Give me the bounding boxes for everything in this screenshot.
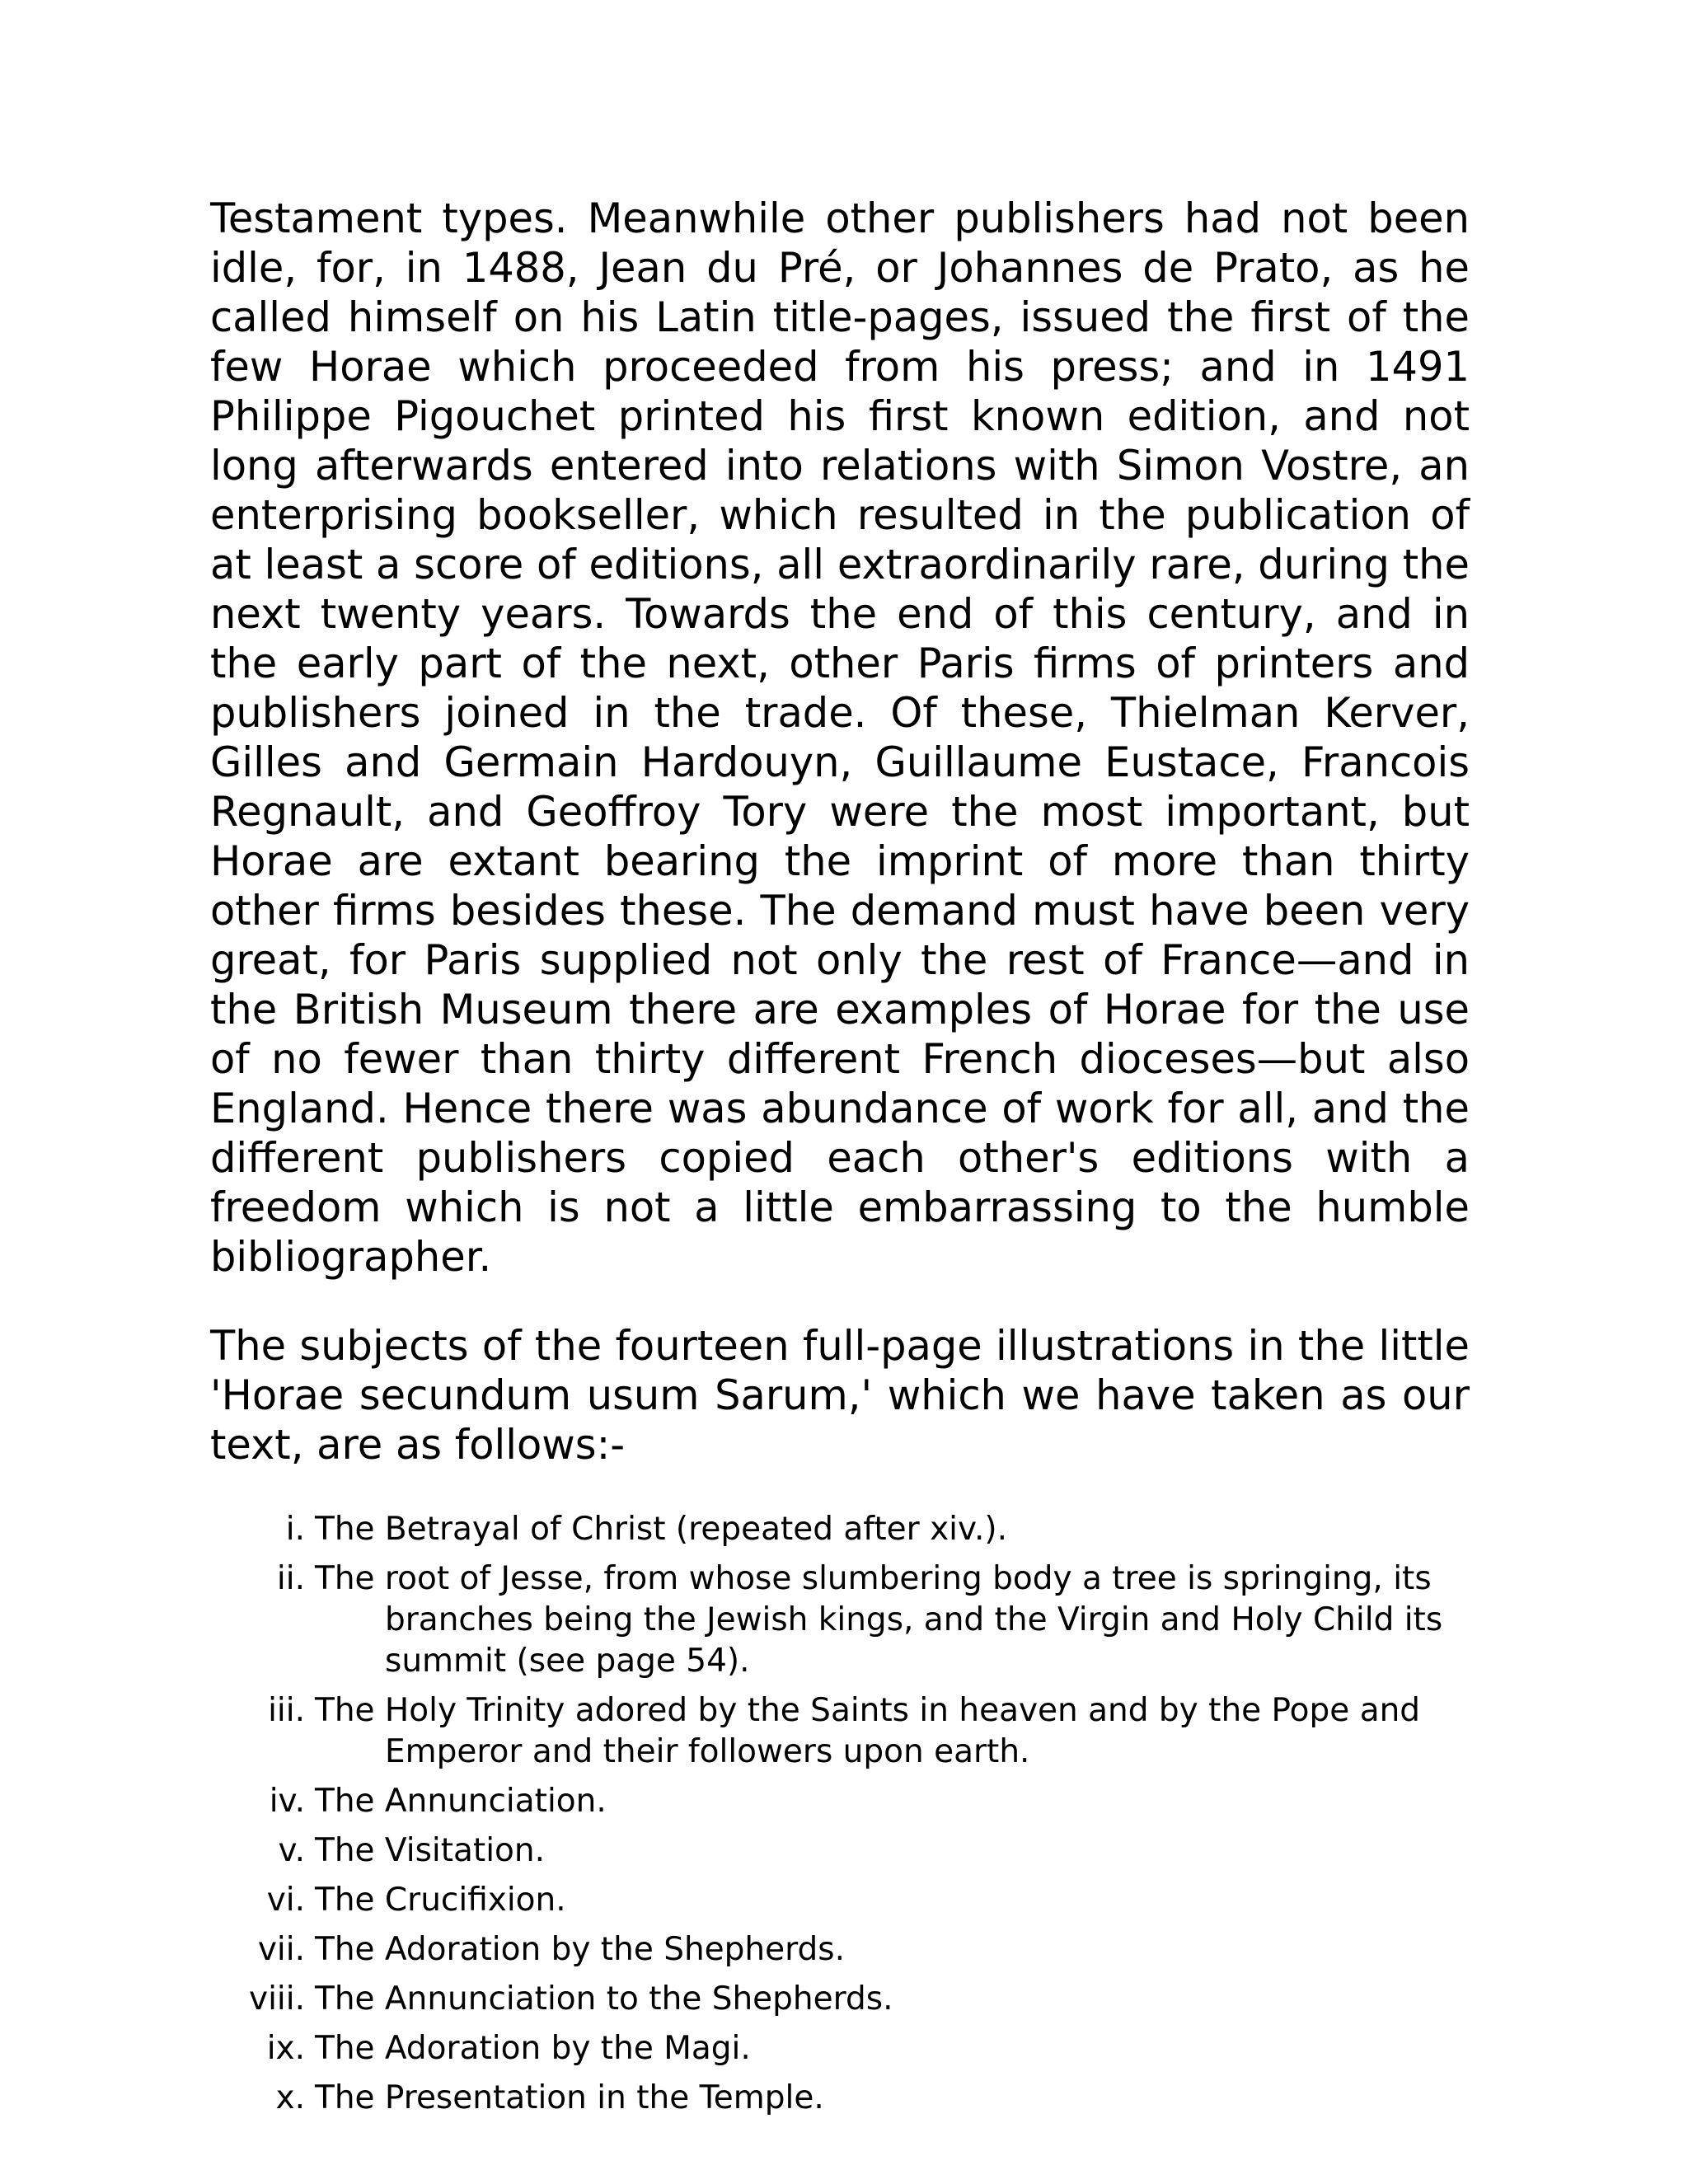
body-paragraph: Testament types. Meanwhile other publishers had not been idle, for, in 1488, Jean du Pré, or Johannes de Prato, as he called himself on his Latin title-pages, issued the first of the few Horae which proceeded from his press; and in 1491 Philippe Pigouchet printed his first known edition, and not long afterwards entered into relations with Simon Vostre, an enterprising bookseller, which resulted in the publication of at least a score of editions, all extraordinarily rare, during the next twenty years. Towards the end of this century, and in the early part of the next, other Paris firms of printers and publishers joined in the trade. Of these, Thielman Kerver, Gilles and Germain Hardouyn, Guillaume Eustace, Francois Regnault, and Geoffroy Tory were the most important, but Horae are extant bearing the imprint of more than thirty other firms besides these. The demand must have been very great, for Paris supplied not only the rest of France—and in the British Museum there are examples of Horae for the use of no fewer than thirty different French dioceses—but also England. Hence there was abundance of work for all, and the different publishers copied each other's editions with a freedom which is not a little embarrassing to the humble bibliographer.: [210, 194, 1470, 1281]
list-item: [210, 1690, 1470, 1773]
list-item: [210, 1558, 1470, 1682]
list-item-text: The Annunciation.: [315, 1783, 607, 1820]
list-item-text: The Crucifixion.: [315, 1882, 566, 1919]
list-item: [210, 1781, 1470, 1822]
list-item: [210, 1979, 1470, 2020]
list-item-text: The Presentation in the Temple.: [315, 2079, 824, 2116]
list-item-text: The Visitation.: [315, 1832, 546, 1869]
list-item-text: The root of Jesse, from whose slumbering body a tree is springing, its branches being the Jewish kings, and the Virgin and Holy Child its summit (see page 54).: [315, 1560, 1443, 1680]
list-item-number: x.: [275, 2079, 305, 2116]
list-item-number: v.: [278, 1832, 305, 1869]
list-item-text: The Adoration by the Shepherds.: [315, 1931, 845, 1968]
body-paragraph: The subjects of the fourteen full-page illustrations in the little 'Horae secundum usum Sarum,' which we have taken as our text, are as follows:-: [210, 1322, 1470, 1469]
list-item: [210, 2078, 1470, 2119]
list-item-text: The Betrayal of Christ (repeated after xiv.).: [315, 1511, 1008, 1548]
page-content: [210, 194, 1470, 2127]
list-item-number: vii.: [257, 1931, 305, 1968]
list-item-number: iii.: [268, 1692, 305, 1729]
list-item-text: The Holy Trinity adored by the Saints in heaven and by the Pope and Emperor and their followers upon earth.: [315, 1692, 1421, 1770]
list-item-text: The Adoration by the Magi.: [315, 2030, 751, 2067]
list-item-number: ii.: [276, 1560, 305, 1597]
list-item: [210, 1880, 1470, 1921]
list-item-number: ix.: [266, 2030, 305, 2067]
list-item-number: iv.: [269, 1783, 305, 1820]
list-item-number: viii.: [249, 1980, 305, 2018]
illustration-list: [210, 1509, 1470, 2119]
list-item: [210, 1929, 1470, 1971]
list-item: [210, 2028, 1470, 2069]
list-item-text: The Annunciation to the Shepherds.: [315, 1980, 893, 2018]
list-item-number: i.: [285, 1511, 305, 1548]
list-item: [210, 1830, 1470, 1872]
list-item-number: vi.: [266, 1882, 305, 1919]
list-item: [210, 1509, 1470, 1550]
